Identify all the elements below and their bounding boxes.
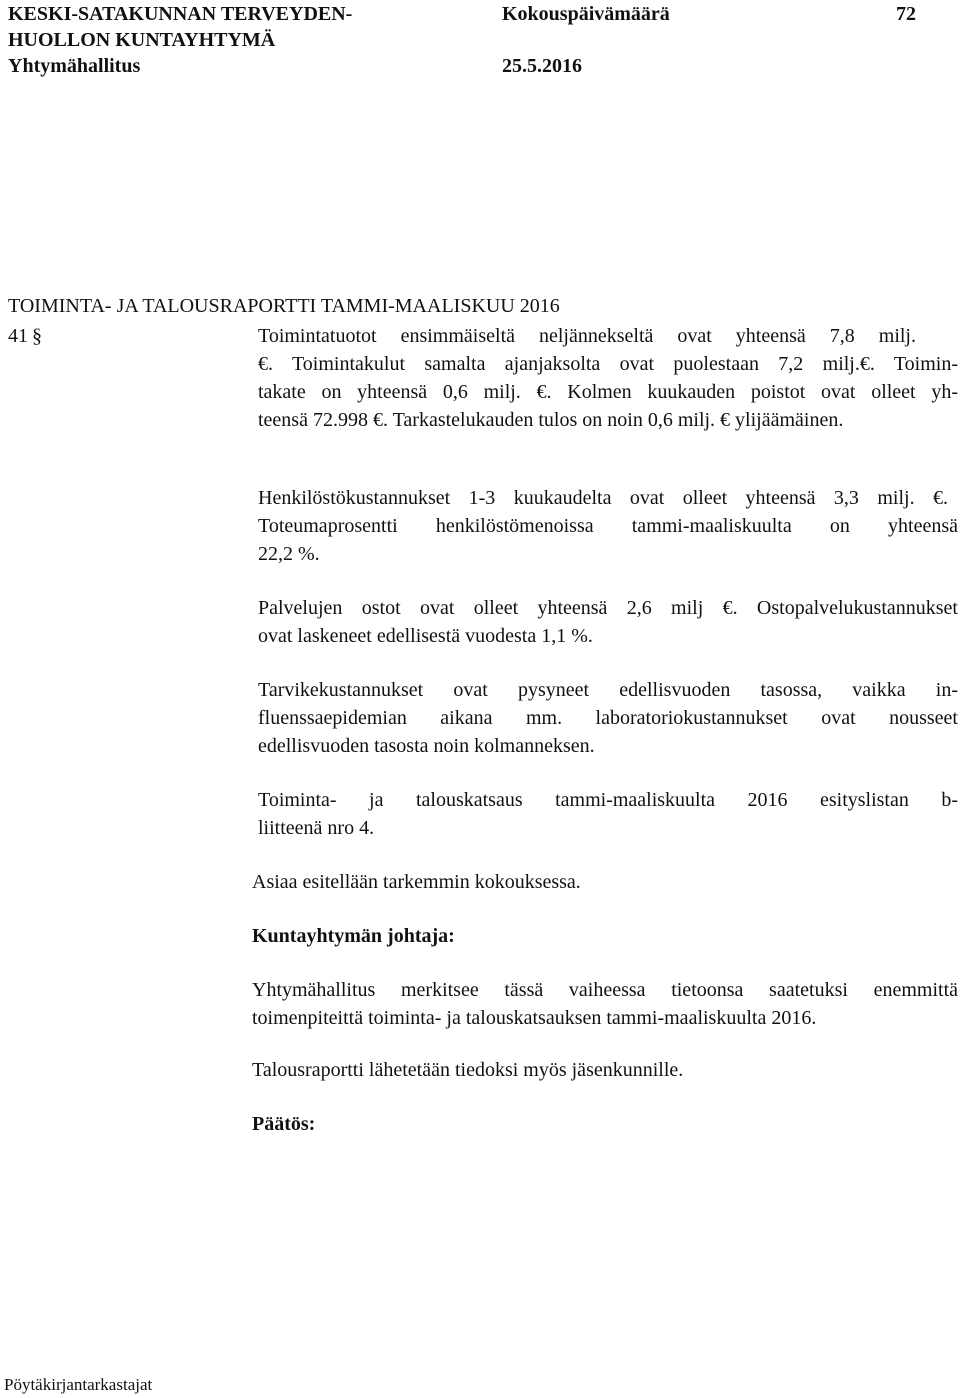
text-line: Tarvikekustannukset ovat pysyneet edellisvuoden tasossa, vaikka in- [258, 679, 958, 701]
text-line: 22,2 %. [258, 543, 320, 565]
text-line: Palvelujen ostot ovat olleet yhteensä 2,6 milj €. Ostopalvelukustannukset [258, 597, 958, 619]
paragraph-personnel-costs [258, 484, 958, 568]
paragraph-operating-income [258, 322, 958, 434]
paragraph-mark: § [32, 325, 42, 347]
header-org-line1: KESKI-SATAKUNNAN TERVEYDEN- [8, 3, 353, 25]
paragraph-service-purchases [258, 594, 958, 650]
text-line: takate on yhteensä 0,6 milj. €. Kolmen kuukauden poistot ovat olleet yh- [258, 381, 958, 403]
text-line: Henkilöstökustannukset 1-3 kuukaudelta ovat olleet yhteensä 3,3 milj. €. [258, 487, 948, 509]
header-body: Yhtymähallitus [8, 55, 141, 77]
paragraph-supplies-costs [258, 676, 958, 760]
text-line: fluenssaepidemian aikana mm. laboratoriokustannukset ovat nousseet [258, 707, 958, 729]
text-line: toimenpiteittä toiminta- ja talouskatsauksen tammi-maaliskuulta 2016. [252, 1007, 817, 1029]
page-number: 72 [896, 3, 916, 25]
header-org-line2: HUOLLON KUNTAYHTYMÄ [8, 29, 276, 51]
paragraph-proposal [252, 976, 958, 1032]
paragraph-presentation: Asiaa esitellään tarkemmin kokouksessa. [252, 871, 581, 893]
paragraph-attachment [258, 786, 958, 842]
meeting-date-label: Kokouspäivämäärä [502, 3, 670, 25]
section-number: 41 [8, 325, 28, 347]
text-line: €. Toimintakulut samalta ajanjaksolta ovat puolestaan 7,2 milj.€. Toimin- [258, 353, 958, 375]
text-line: Yhtymähallitus merkitsee tässä vaiheessa tietoonsa saatetuksi enemmittä [252, 979, 958, 1001]
text-line: Toteumaprosentti henkilöstömenoissa tammi-maaliskuulta on yhteensä [258, 515, 958, 537]
director-heading: Kuntayhtymän johtaja: [252, 925, 455, 947]
text-line: teensä 72.998 €. Tarkastelukauden tulos on noin 0,6 milj. € ylijäämäinen. [258, 409, 844, 431]
text-line: ovat laskeneet edellisestä vuodesta 1,1 %. [258, 625, 593, 647]
text-line: edellisvuoden tasosta noin kolmanneksen. [258, 735, 595, 757]
paragraph-notification: Talousraportti lähetetään tiedoksi myös jäsenkunnille. [252, 1059, 684, 1081]
section-title: TOIMINTA- JA TALOUSRAPORTTI TAMMI-MAALISKUU 2016 [8, 295, 560, 317]
decision-heading: Päätös: [252, 1113, 316, 1135]
meeting-date: 25.5.2016 [502, 55, 582, 77]
text-line: liitteenä nro 4. [258, 817, 375, 839]
footer-label: Pöytäkirjantarkastajat [4, 1375, 153, 1394]
text-line: Toimintatuotot ensimmäiseltä neljännekseltä ovat yhteensä 7,8 milj. [258, 325, 916, 347]
text-line: Toiminta- ja talouskatsaus tammi-maaliskuulta 2016 esityslistan b- [258, 789, 958, 811]
